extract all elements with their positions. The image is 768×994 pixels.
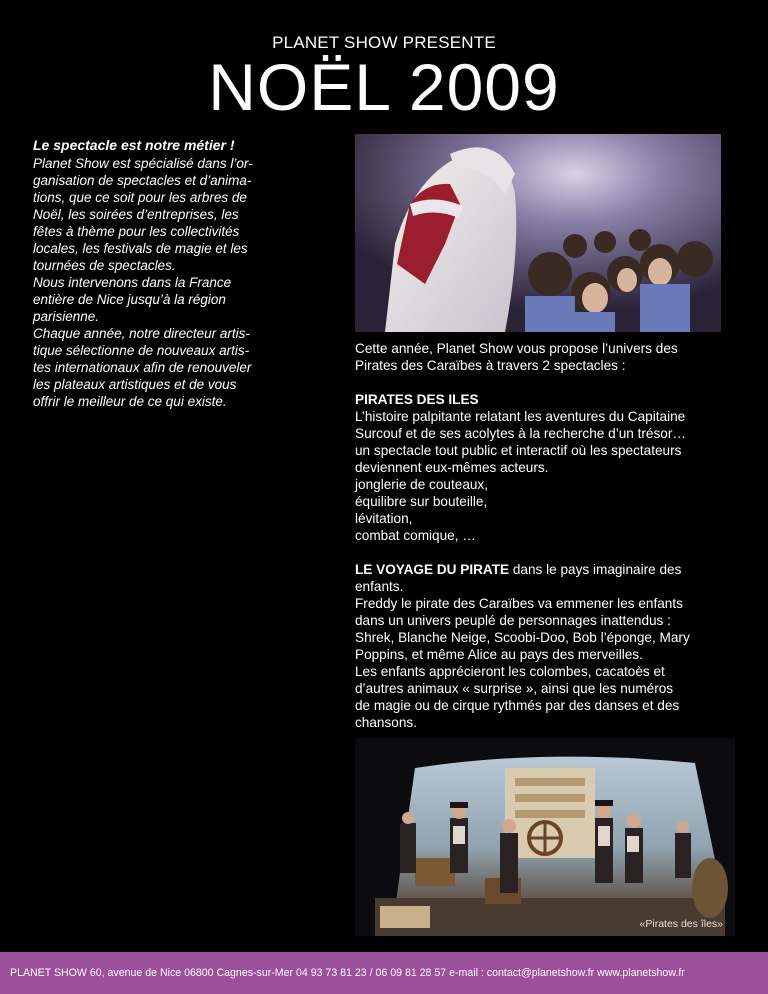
main-intro-line: Pirates des Caraïbes à travers 2 spectacles : <box>355 358 626 373</box>
show2-line: d’autres animaux « surprise », ainsi que les numéros <box>355 681 674 696</box>
intro-line: tique sélectionne de nouveaux artis- <box>33 343 250 358</box>
intro-line: entière de Nice jusqu’à la région <box>33 292 226 307</box>
intro-lead: Le spectacle est notre métier ! <box>33 137 235 153</box>
intro-line: tournées de spectacles. <box>33 258 176 273</box>
header-presente: PLANET SHOW PRESENTE <box>272 33 496 52</box>
footer-contact: PLANET SHOW 60, avenue de Nice 06800 Cagnes-sur-Mer 04 93 73 81 23 / 06 09 81 28 57 e-mail : contact@planetshow.fr www.planetshow.fr <box>0 952 768 994</box>
show2-line: chansons. <box>355 715 417 730</box>
show1-line: lévitation, <box>355 511 413 526</box>
intro-line: Nous intervenons dans la France <box>33 275 232 290</box>
show2-heading-line <box>355 561 735 578</box>
show2-line: Les enfants apprécieront les colombes, cacatoès et <box>355 664 665 679</box>
intro-line: Noël, les soirées d’entreprises, les <box>33 207 239 222</box>
intro-line: tions, que ce soit pour les arbres de <box>33 190 247 205</box>
show2-line: Shrek, Blanche Neige, Scoobi-Doo, Bob l’éponge, Mary <box>355 630 690 645</box>
pirate-show-photo <box>355 738 735 936</box>
show1-line: jonglerie de couteaux, <box>355 477 489 492</box>
show2-title-rest: dans le pays imaginaire des <box>509 562 682 577</box>
intro-line: locales, les festivals de magie et les <box>33 241 248 256</box>
intro-line: les plateaux artistiques et de vous <box>33 377 237 392</box>
intro-line: offrir le meilleur de ce qui existe. <box>33 394 227 409</box>
intro-line: fêtes à thème pour les collectivités <box>33 224 240 239</box>
intro-line: tes internationaux afin de renouveler <box>33 360 252 375</box>
page-title: NOËL 2009 <box>208 50 560 124</box>
intro-line: Chaque année, notre directeur artis- <box>33 326 250 341</box>
intro-line: ganisation de spectacles et d’anima- <box>33 173 252 188</box>
show2-line: Poppins, et même Alice au pays des merveilles. <box>355 647 643 662</box>
show1-line: Surcouf et de ses acolytes à la recherche d’un trésor… <box>355 426 686 441</box>
show1-line: L’histoire palpitante relatant les aventures du Capitaine <box>355 409 686 424</box>
photo-caption: «Pirates des îles» <box>639 918 723 930</box>
intro-line: Planet Show est spécialisé dans l’or- <box>33 156 253 171</box>
show2-line: de magie ou de cirque rythmés par des danses et des <box>355 698 680 713</box>
show2-title: LE VOYAGE DU PIRATE <box>355 562 510 577</box>
show1-line: un spectacle tout public et interactif où les spectateurs <box>355 443 682 458</box>
intro-line: parisienne. <box>33 309 100 324</box>
show1-title: PIRATES DES ILES <box>355 392 479 407</box>
show1-line: équilibre sur bouteille, <box>355 494 488 509</box>
show2-line: enfants. <box>355 579 404 594</box>
main-intro-line: Cette année, Planet Show vous propose l’univers des <box>355 341 678 356</box>
show1-line: combat comique, … <box>355 528 476 543</box>
santa-stage-photo <box>355 134 721 332</box>
show2-line: Freddy le pirate des Caraïbes va emmener les enfants <box>355 596 683 611</box>
show1-line: deviennent eux-mêmes acteurs. <box>355 460 549 475</box>
intro-text <box>33 137 281 410</box>
main-text <box>355 340 735 731</box>
show2-line: dans un univers peuplé de personnages inattendus : <box>355 613 671 628</box>
